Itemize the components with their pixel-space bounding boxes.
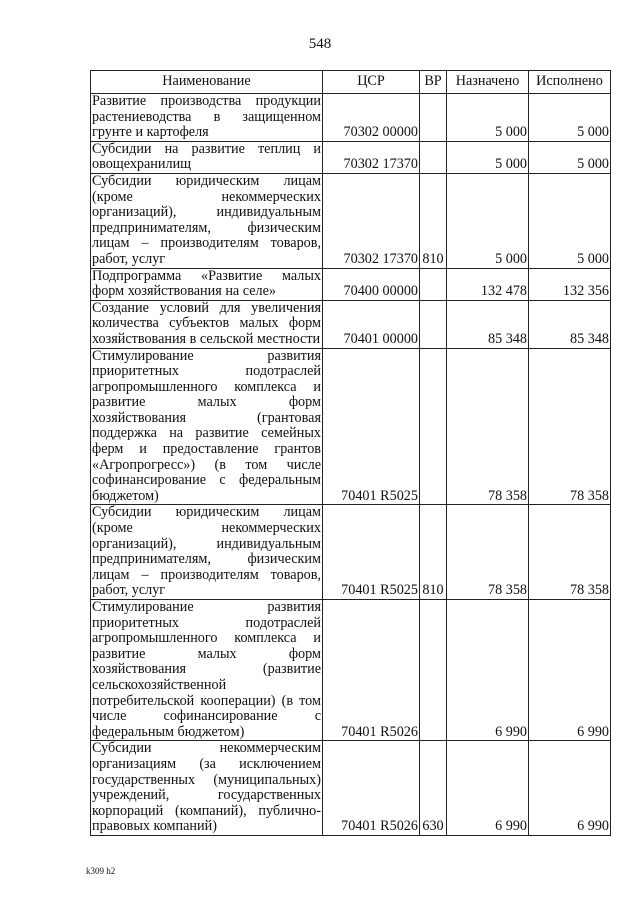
header-name: Наименование — [91, 71, 323, 94]
row-vr — [420, 300, 447, 348]
row-assigned: 78 358 — [447, 348, 529, 505]
row-vr — [420, 268, 447, 300]
row-assigned: 6 990 — [447, 600, 529, 741]
table-row — [91, 505, 611, 600]
table-header-row — [91, 71, 611, 94]
row-vr: 630 — [420, 741, 447, 836]
row-csr: 70302 00000 — [323, 94, 420, 142]
row-csr: 70302 17370 — [323, 173, 420, 268]
row-name: Субсидии юридическим лицам (кроме некоммерческих организаций), индивидуальным предпринимателям, физическим лицам – производителям товаров, работ, услуг — [92, 504, 321, 599]
header-csr: ЦСР — [323, 71, 420, 94]
footer-code: k309 h2 — [86, 866, 116, 876]
row-name: Субсидии на развитие теплиц и овощехранилищ — [92, 140, 321, 173]
row-name: Подпрограмма «Развитие малых форм хозяйствования на селе» — [92, 267, 321, 300]
row-executed: 78 358 — [529, 348, 611, 505]
row-name: Стимулирование развития приоритетных подотраслей агропромышленного комплекса и развитие малых форм хозяйствования (развитие сельскохозяйственной потребительской кооперации) (в том числе софинансирование с федеральным бюджетом) — [92, 599, 321, 740]
row-vr — [420, 141, 447, 173]
row-name: Стимулирование развития приоритетных подотраслей агропромышленного комплекса и развитие малых форм хозяйствования (грантовая поддержка на развитие семейных ферм и предоставление грантов «Агропрогресс») (в том числе софинансирование с федеральным бюджетом) — [92, 347, 321, 504]
row-vr: 810 — [420, 173, 447, 268]
row-vr — [420, 348, 447, 505]
row-assigned: 85 348 — [447, 300, 529, 348]
header-vr: ВР — [420, 71, 447, 94]
row-csr: 70302 17370 — [323, 141, 420, 173]
table-row — [91, 141, 611, 173]
row-executed: 78 358 — [529, 505, 611, 600]
row-executed: 132 356 — [529, 268, 611, 300]
row-csr: 70401 00000 — [323, 300, 420, 348]
table-row — [91, 268, 611, 300]
row-vr — [420, 94, 447, 142]
table-row — [91, 348, 611, 505]
row-executed: 5 000 — [529, 141, 611, 173]
row-assigned: 6 990 — [447, 741, 529, 836]
budget-table — [90, 70, 611, 836]
table-row — [91, 741, 611, 836]
row-executed: 5 000 — [529, 173, 611, 268]
row-vr — [420, 600, 447, 741]
table-row — [91, 600, 611, 741]
header-assigned: Назначено — [447, 71, 529, 94]
row-executed: 85 348 — [529, 300, 611, 348]
row-executed: 6 990 — [529, 741, 611, 836]
row-csr: 70401 R5025 — [323, 505, 420, 600]
row-name: Создание условий для увеличения количества субъектов малых форм хозяйствования в сельской местности — [92, 299, 321, 347]
row-assigned: 5 000 — [447, 173, 529, 268]
row-name: Развитие производства продукции растениеводства в защищенном грунте и картофеля — [92, 93, 321, 141]
header-executed: Исполнено — [529, 71, 611, 94]
table-row — [91, 94, 611, 142]
row-name: Субсидии некоммерческим организациям (за исключением государственных (муниципальных) учреждений, государственных корпораций (компаний), публично-правовых компаний) — [92, 740, 321, 835]
row-executed: 6 990 — [529, 600, 611, 741]
row-executed: 5 000 — [529, 94, 611, 142]
table-row — [91, 300, 611, 348]
table-row — [91, 173, 611, 268]
row-name: Субсидии юридическим лицам (кроме некоммерческих организаций), индивидуальным предпринимателям, физическим лицам – производителям товаров, работ, услуг — [92, 172, 321, 267]
row-csr: 70401 R5026 — [323, 741, 420, 836]
row-assigned: 132 478 — [447, 268, 529, 300]
row-csr: 70400 00000 — [323, 268, 420, 300]
row-assigned: 78 358 — [447, 505, 529, 600]
row-assigned: 5 000 — [447, 94, 529, 142]
row-csr: 70401 R5026 — [323, 600, 420, 741]
row-csr: 70401 R5025 — [323, 348, 420, 505]
page-number: 548 — [308, 36, 332, 52]
row-vr: 810 — [420, 505, 447, 600]
row-assigned: 5 000 — [447, 141, 529, 173]
